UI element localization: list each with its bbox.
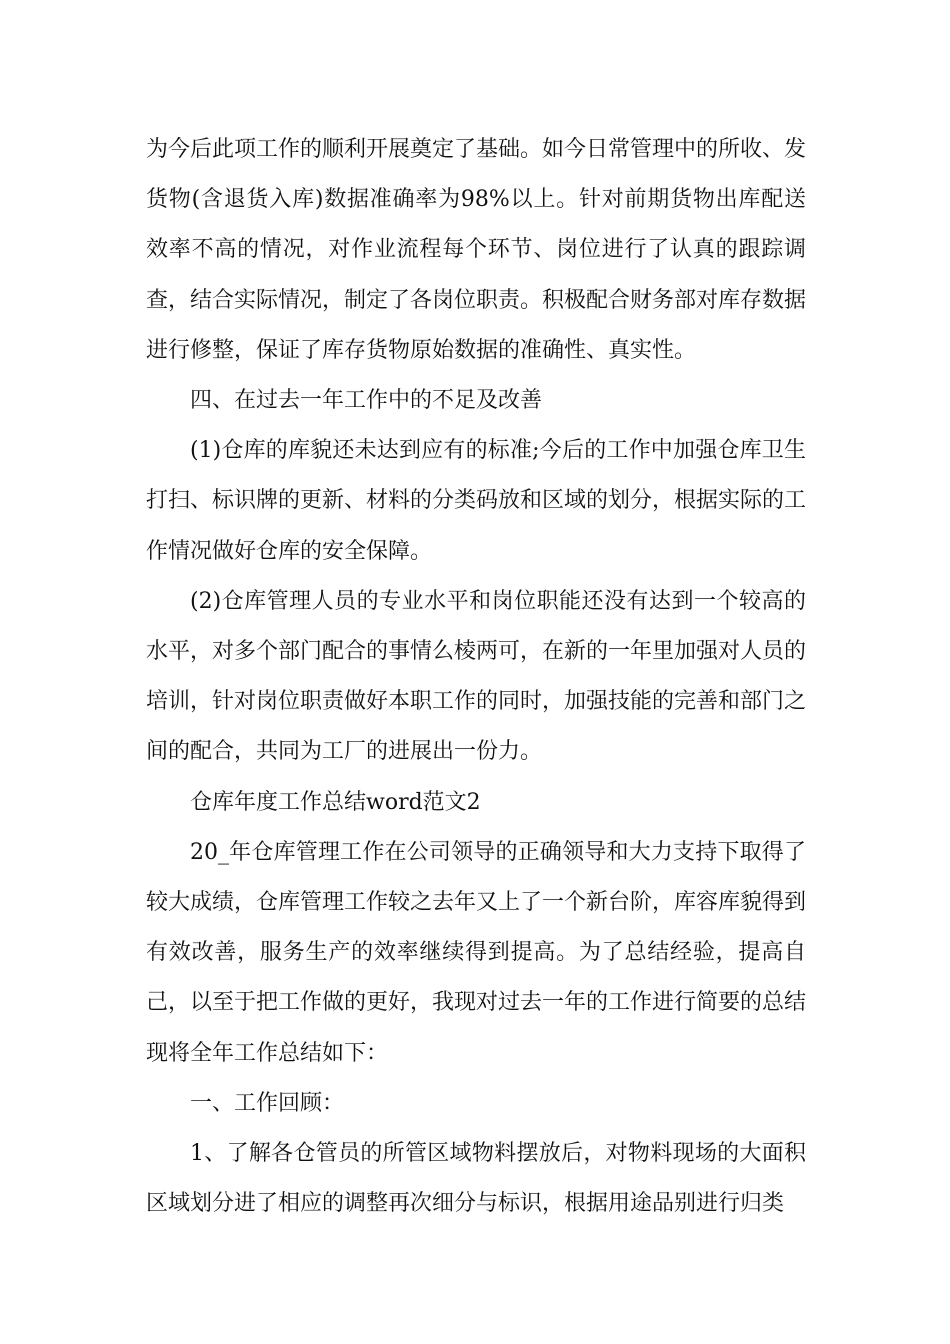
paragraph-6: 20_年仓库管理工作在公司领导的正确领导和大力支持下取得了较大成绩，仓库管理工作较之去年又上了一个新台阶，库容库貌得到有效改善，服务生产的效率继续得到提高。为了总结经验，提高自己，以至于把工作做的更好，我现对过去一年的工作进行简要的总结现将全年工作总结如下： [146,839,807,1066]
paragraph-3: (1)仓库的库貌还未达到应有的标准;今后的工作中加强仓库卫生打扫、标识牌的更新、材料的分类码放和区域的划分，根据实际的工作情况做好仓库的安全保障。 [146,438,807,564]
paragraph-2-heading: 四、在过去一年工作中的不足及改善 [190,388,543,414]
paragraph-8: 1、了解各仓管员的所管区域物料摆放后，对物料现场的大面积区域划分进了相应的调整再次细分与标识，根据用途品别进行归类 [146,1141,806,1217]
paragraph-7-heading: 一、工作回顾： [190,1090,345,1116]
paragraph-1: 为今后此项工作的顺利开展奠定了基础。如今日常管理中的所收、发货物(含退货入库)数据准确率为98%以上。针对前期货物出库配送效率不高的情况，对作业流程每个环节、岗位进行了认真的跟踪调查，结合实际情况，制定了各岗位职责。积极配合财务部对库存数据进行修整，保证了库存货物原始数据的准确性、真实性。 [146,137,807,363]
paragraph-5-title: 仓库年度工作总结word范文2 [190,789,481,815]
document-body [146,125,806,1229]
paragraph-4: (2)仓库管理人员的专业水平和岗位职能还没有达到一个较高的水平，对多个部门配合的事情么棱两可，在新的一年里加强对人员的培训，针对岗位职责做好本职工作的同时，加强技能的完善和部门之间的配合，共同为工厂的进展出一份力。 [146,588,807,765]
